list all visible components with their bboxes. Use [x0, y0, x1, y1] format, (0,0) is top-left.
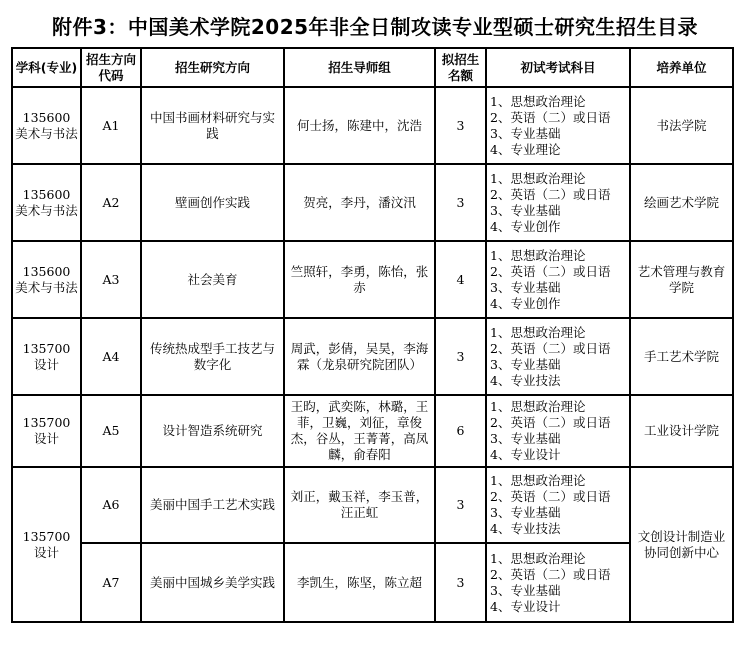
exam-subject: 3、专业基础	[490, 582, 561, 598]
exam-subject: 1、思想政治理论	[490, 93, 586, 109]
exam-subject: 1、思想政治理论	[490, 170, 586, 186]
unit-cell: 绘画艺术学院	[630, 164, 733, 241]
subject-cell	[12, 241, 81, 318]
exam-subject: 4、专业理论	[490, 141, 561, 157]
unit-cell: 手工艺术学院	[630, 318, 733, 395]
code-cell: A1	[81, 87, 141, 164]
unit-cell: 书法学院	[630, 87, 733, 164]
exam-subject: 3、专业基础	[490, 202, 561, 218]
exam-subject: 1、思想政治理论	[490, 247, 586, 263]
subject-name: 设计	[33, 356, 59, 372]
unit-cell: 艺术管理与教育学院	[630, 241, 733, 318]
unit-cell: 工业设计学院	[630, 395, 733, 467]
exam-cell	[486, 467, 630, 543]
supervisors-cell: 周武，彭倩，吴昊，李海霖（龙泉研究院团队）	[284, 318, 435, 395]
subject-code: 135600	[22, 263, 71, 279]
direction-cell: 传统热成型手工技艺与数字化	[141, 318, 284, 395]
document-title: 附件3：中国美术学院2025年非全日制攻读专业型硕士研究生招生目录	[51, 15, 699, 39]
exam-subject: 1、思想政治理论	[490, 550, 586, 566]
code-cell: A6	[81, 467, 141, 543]
quota-cell: 3	[435, 467, 486, 543]
subject-code: 135600	[22, 109, 71, 125]
subject-cell	[12, 87, 81, 164]
exam-subject: 4、专业设计	[490, 447, 561, 462]
subject-code: 135600	[22, 186, 71, 202]
header-code: 招生方向代码	[81, 48, 141, 87]
direction-cell: 美丽中国手工艺术实践	[141, 467, 284, 543]
subject-cell	[12, 318, 81, 395]
direction-cell: 壁画创作实践	[141, 164, 284, 241]
subject-name: 美术与书法	[15, 202, 78, 218]
exam-subject: 2、英语（二）或日语	[490, 489, 611, 504]
quota-cell: 3	[435, 87, 486, 164]
supervisors-cell: 何士扬，陈建中，沈浩	[284, 87, 435, 164]
exam-subject: 4、专业设计	[490, 598, 561, 614]
exam-subject: 2、英语（二）或日语	[490, 415, 611, 430]
exam-subject: 2、英语（二）或日语	[490, 186, 611, 202]
direction-cell: 设计智造系统研究	[141, 395, 284, 467]
direction-cell: 社会美育	[141, 241, 284, 318]
exam-subject: 2、英语（二）或日语	[490, 566, 611, 582]
table-row	[12, 467, 733, 543]
table-row	[12, 87, 733, 164]
unit-cell: 文创设计制造业协同创新中心	[630, 467, 733, 622]
quota-cell: 3	[435, 164, 486, 241]
supervisors-cell: 刘正，戴玉祥，李玉普，汪正虹	[284, 467, 435, 543]
exam-cell	[486, 318, 630, 395]
exam-subject: 4、专业创作	[490, 295, 561, 311]
quota-cell: 4	[435, 241, 486, 318]
subject-name: 设计	[33, 431, 59, 446]
exam-subject: 3、专业基础	[490, 356, 561, 372]
quota-cell: 3	[435, 318, 486, 395]
quota-cell: 3	[435, 543, 486, 622]
subject-code: 135700	[22, 415, 71, 430]
supervisors-cell: 王昀，武奕陈，林璐，王菲，卫巍，刘征，章俊杰，谷丛，王菁菁，高凤麟，俞春阳	[284, 395, 435, 467]
exam-subject: 1、思想政治理论	[490, 324, 586, 340]
code-cell: A4	[81, 318, 141, 395]
enrollment-catalog-table	[11, 47, 734, 623]
table-row	[12, 241, 733, 318]
direction-cell: 中国书画材料研究与实践	[141, 87, 284, 164]
direction-cell: 美丽中国城乡美学实践	[141, 543, 284, 622]
subject-code: 135700	[22, 528, 71, 544]
exam-subject: 3、专业基础	[490, 125, 561, 141]
code-cell: A5	[81, 395, 141, 467]
table-row	[12, 543, 733, 622]
subject-cell	[12, 467, 81, 622]
exam-subject: 3、专业基础	[490, 279, 561, 295]
exam-cell	[486, 87, 630, 164]
subject-cell	[12, 395, 81, 467]
exam-subject: 2、英语（二）或日语	[490, 263, 611, 279]
exam-cell	[486, 241, 630, 318]
exam-subject: 3、专业基础	[490, 505, 561, 520]
code-cell: A7	[81, 543, 141, 622]
exam-subject: 2、英语（二）或日语	[490, 109, 611, 125]
exam-subject: 1、思想政治理论	[490, 473, 586, 488]
exam-subject: 4、专业技法	[490, 372, 561, 388]
exam-subject: 2、英语（二）或日语	[490, 340, 611, 356]
subject-name: 美术与书法	[15, 279, 78, 295]
table-header-row	[12, 48, 733, 87]
exam-subject: 4、专业技法	[490, 521, 561, 536]
quota-cell: 6	[435, 395, 486, 467]
code-cell: A3	[81, 241, 141, 318]
exam-subject: 3、专业基础	[490, 431, 561, 446]
subject-name: 设计	[33, 544, 59, 560]
exam-subject: 1、思想政治理论	[490, 399, 586, 414]
header-subject: 学科(专业)	[12, 48, 81, 87]
table-row	[12, 395, 733, 467]
header-exam: 初试考试科目	[486, 48, 630, 87]
subject-code: 135700	[22, 340, 71, 356]
supervisors-cell: 竺照轩，李勇，陈怡，张赤	[284, 241, 435, 318]
exam-cell	[486, 543, 630, 622]
header-direction: 招生研究方向	[141, 48, 284, 87]
supervisors-cell: 贺亮，李丹，潘汶汛	[284, 164, 435, 241]
header-quota: 拟招生名额	[435, 48, 486, 87]
code-cell: A2	[81, 164, 141, 241]
exam-subject: 4、专业创作	[490, 218, 561, 234]
table-row	[12, 164, 733, 241]
table-row	[12, 318, 733, 395]
supervisors-cell: 李凯生，陈坚，陈立超	[284, 543, 435, 622]
exam-cell	[486, 395, 630, 467]
exam-cell	[486, 164, 630, 241]
header-supervisors: 招生导师组	[284, 48, 435, 87]
subject-cell	[12, 164, 81, 241]
subject-name: 美术与书法	[15, 125, 78, 141]
header-unit: 培养单位	[630, 48, 733, 87]
